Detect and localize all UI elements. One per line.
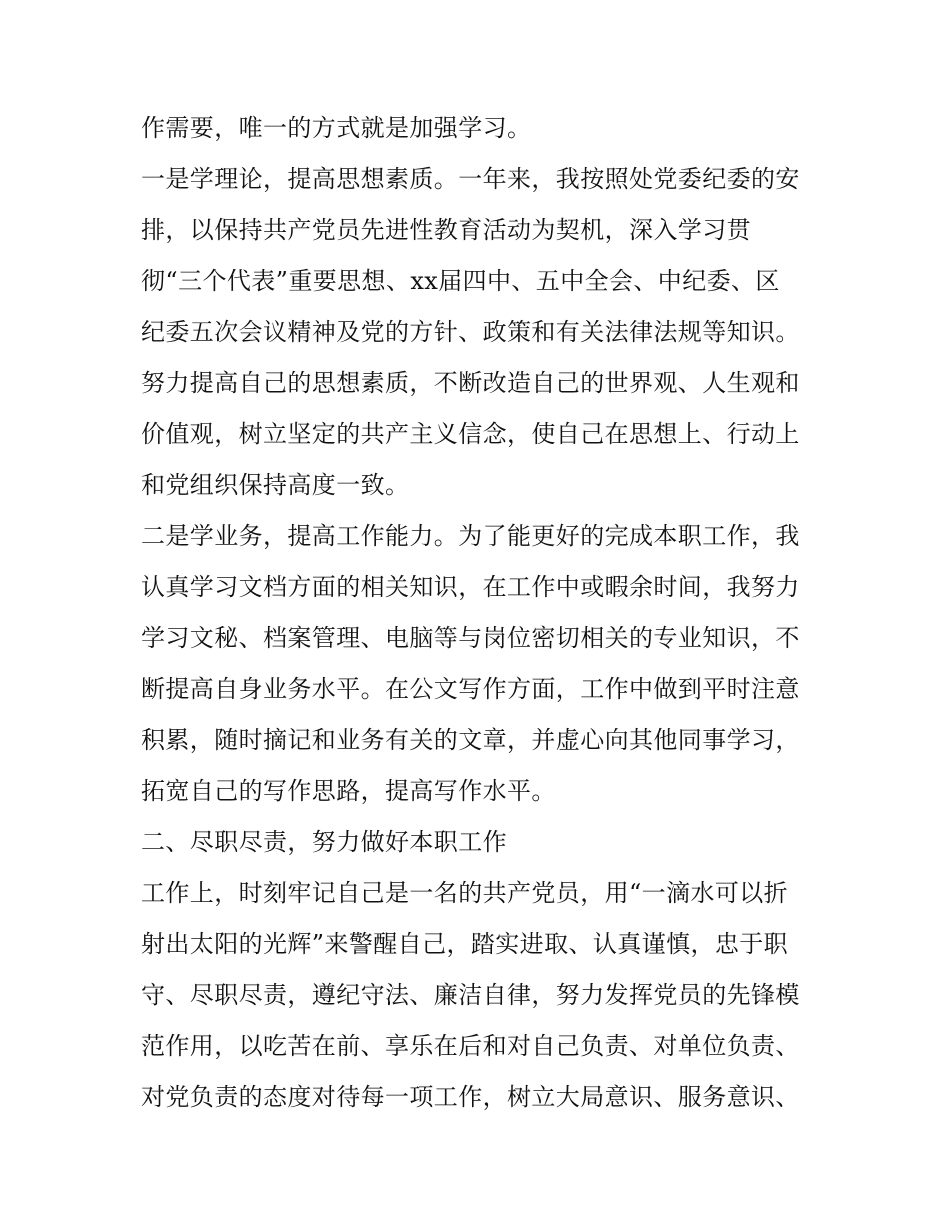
document-body <box>141 103 821 1123</box>
text-line: 和党组织保持高度一致。 <box>141 471 410 499</box>
text-line: 工作上，时刻牢记自己是一名的共产党员，用“一滴水可以折 <box>141 879 789 907</box>
text-line: 积累，随时摘记和业务有关的文章，并虚心向其他同事学习， <box>141 726 800 754</box>
text-line: 价值观，树立坚定的共产主义信念，使自己在思想上、行动上 <box>141 420 800 448</box>
text-line: 排，以保持共产党员先进性教育活动为契机，深入学习贯 <box>141 216 751 244</box>
text-line: 对党负责的态度对待每一项工作，树立大局意识、服务意识、 <box>141 1083 800 1111</box>
text-line: 守、尽职尽责，遵纪守法、廉洁自律，努力发挥党员的先锋模 <box>141 981 800 1009</box>
text-line: 彻“三个代表”重要思想、xx届四中、五中全会、中纪委、区 <box>141 267 780 295</box>
text-line: 二是学业务，提高工作能力。为了能更好的完成本职工作，我 <box>141 522 800 550</box>
text-line: 断提高自身业务水平。在公文写作方面，工作中做到平时注意 <box>141 675 800 703</box>
text-line: 拓宽自己的写作思路，提高写作水平。 <box>141 777 556 805</box>
text-line: 范作用，以吃苦在前、享乐在后和对自己负责、对单位负责、 <box>141 1032 800 1060</box>
text-line: 学习文秘、档案管理、电脑等与岗位密切相关的专业知识，不 <box>141 624 800 652</box>
text-line: 射出太阳的光辉”来警醒自己，踏实进取、认真谨慎，忠于职 <box>141 930 789 958</box>
text-line: 作需要，唯一的方式就是加强学习。 <box>141 114 532 142</box>
text-line: 一是学理论，提高思想素质。一年来，我按照处党委纪委的安 <box>141 165 800 193</box>
section-heading: 二、尽职尽责，努力做好本职工作 <box>141 828 507 856</box>
text-line: 努力提高自己的思想素质，不断改造自己的世界观、人生观和 <box>141 369 800 397</box>
text-line: 认真学习文档方面的相关知识，在工作中或暇余时间，我努力 <box>141 573 800 601</box>
text-line: 纪委五次会议精神及党的方针、政策和有关法律法规等知识。 <box>141 318 800 346</box>
